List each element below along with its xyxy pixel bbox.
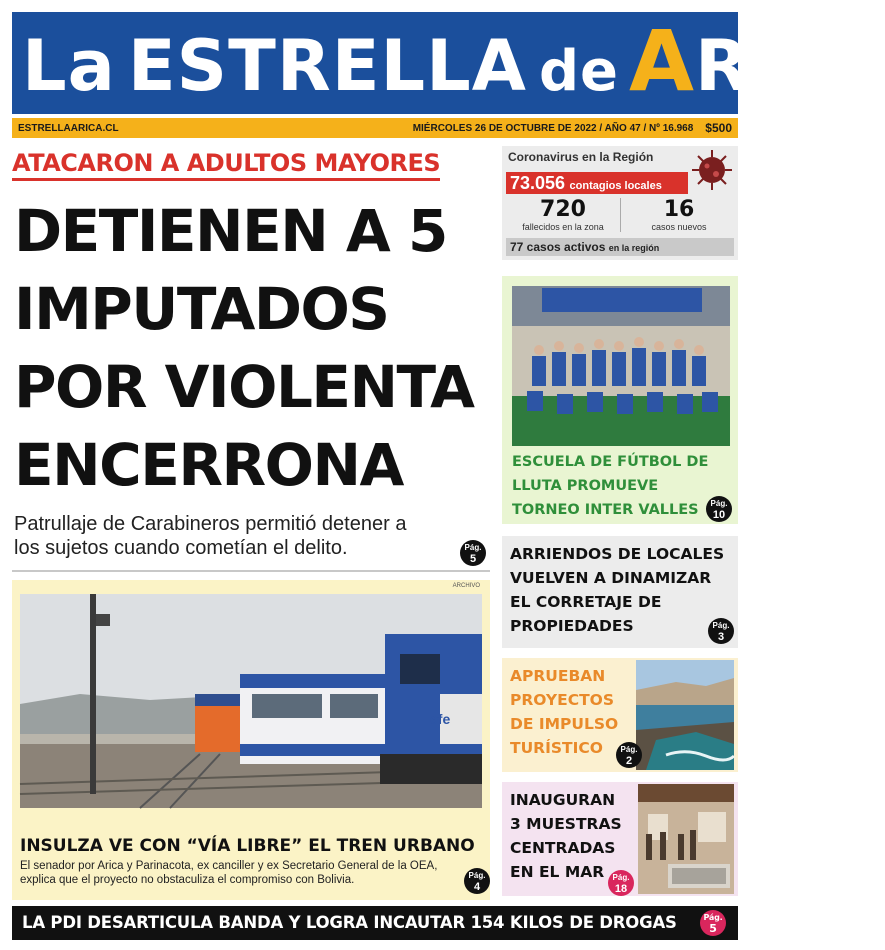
logo-rica: RICA xyxy=(695,25,885,107)
bottom-banner[interactable] xyxy=(12,906,738,940)
headline-line: ENCERRONA xyxy=(14,431,403,499)
masthead xyxy=(12,12,885,114)
stat-divider xyxy=(620,198,621,232)
train-photo-illustration xyxy=(20,594,482,808)
dateline-bar xyxy=(12,118,738,138)
train-text: El senador por Arica y Parinacota, ex canciller y ex Secretario General de la OEA, explica que el proyecto no obstaculiza el compromiso con Bolivia. xyxy=(20,860,438,886)
main-kicker: ATACARON A ADULTOS MAYORES xyxy=(12,148,472,184)
nuevos-stat: 16 casos nuevos xyxy=(651,197,707,232)
photo-credit: ARCHIVO xyxy=(452,583,480,589)
arriendos-title: ARRIENDOS DE LOCALES VUELVEN A DINAMIZAR EL CORRETAJE DE PROPIEDADES xyxy=(510,545,725,635)
virus-icon xyxy=(690,148,734,192)
turismo-story[interactable] xyxy=(502,658,738,772)
covid-title: Coronavirus en la Región xyxy=(508,150,654,164)
activos-stat: 77 casos activos en la región xyxy=(506,238,734,256)
logo-la: La xyxy=(22,25,116,107)
muestras-title: INAUGURAN 3 MUESTRAS CENTRADAS EN EL MAR xyxy=(510,791,622,881)
turismo-title: APRUEBAN PROYECTOS DE IMPULSO TURÍSTICO xyxy=(510,667,619,757)
fallecidos-stat: 720 fallecidos en la zona xyxy=(522,197,604,232)
headline-line: DETIENEN A 5 xyxy=(14,197,447,265)
logo-de: de xyxy=(538,39,620,104)
muestras-story[interactable] xyxy=(502,782,738,896)
main-headline[interactable] xyxy=(14,192,484,504)
team-photo xyxy=(512,286,730,446)
headline-line: POR VIOLENTA xyxy=(14,353,474,421)
train-photo xyxy=(20,594,482,808)
edition-price: $500 xyxy=(705,121,732,135)
team-photo-illustration xyxy=(512,286,730,446)
banner-headline: LA PDI DESARTICULA BANDA Y LOGRA INCAUTAR 154 KILOS DE DROGAS xyxy=(22,913,677,932)
turismo-page-badge[interactable]: Pág. 2 xyxy=(616,742,642,768)
futbol-title: ESCUELA DE FÚTBOL DE LLUTA PROMUEVE TORNEO INTER VALLES xyxy=(512,454,709,518)
train-story[interactable] xyxy=(12,580,490,900)
train-logo-text: efe xyxy=(430,711,451,727)
futbol-story[interactable] xyxy=(502,276,738,524)
banner-page-badge[interactable]: Pág. 5 xyxy=(700,910,726,936)
website-link[interactable]: ESTRELLAARICA.CL xyxy=(18,122,119,134)
train-title: INSULZA VE CON “VÍA LIBRE” EL TREN URBANO xyxy=(20,836,475,856)
arriendos-story[interactable] xyxy=(502,536,738,648)
contagios-bar: 73.056 contagios locales xyxy=(506,172,688,194)
main-page-badge[interactable]: Pág. 5 xyxy=(460,540,486,566)
covid-box xyxy=(502,146,738,260)
coast-photo-illustration xyxy=(636,660,734,770)
newspaper-logo[interactable] xyxy=(22,12,885,110)
train-page-badge[interactable]: Pág. 4 xyxy=(464,868,490,894)
futbol-page-badge[interactable]: Pág. 10 xyxy=(706,496,732,522)
arriendos-page-badge[interactable]: Pág. 3 xyxy=(708,618,734,644)
coast-photo xyxy=(636,660,734,770)
museum-photo-illustration xyxy=(638,784,734,894)
logo-estrella: ESTRELLA xyxy=(127,25,527,107)
divider xyxy=(12,570,490,572)
main-subhead: Patrullaje de Carabineros permitió detener a los sujetos cuando cometían el delito. xyxy=(14,513,407,559)
muestras-page-badge[interactable]: Pág. 18 xyxy=(608,870,634,896)
museum-photo xyxy=(638,784,734,894)
headline-line: IMPUTADOS xyxy=(14,275,389,343)
logo-star-a: A xyxy=(629,12,696,110)
edition-date: MIÉRCOLES 26 DE OCTUBRE DE 2022 / AÑO 47 / Nº 16.968 xyxy=(412,122,694,134)
